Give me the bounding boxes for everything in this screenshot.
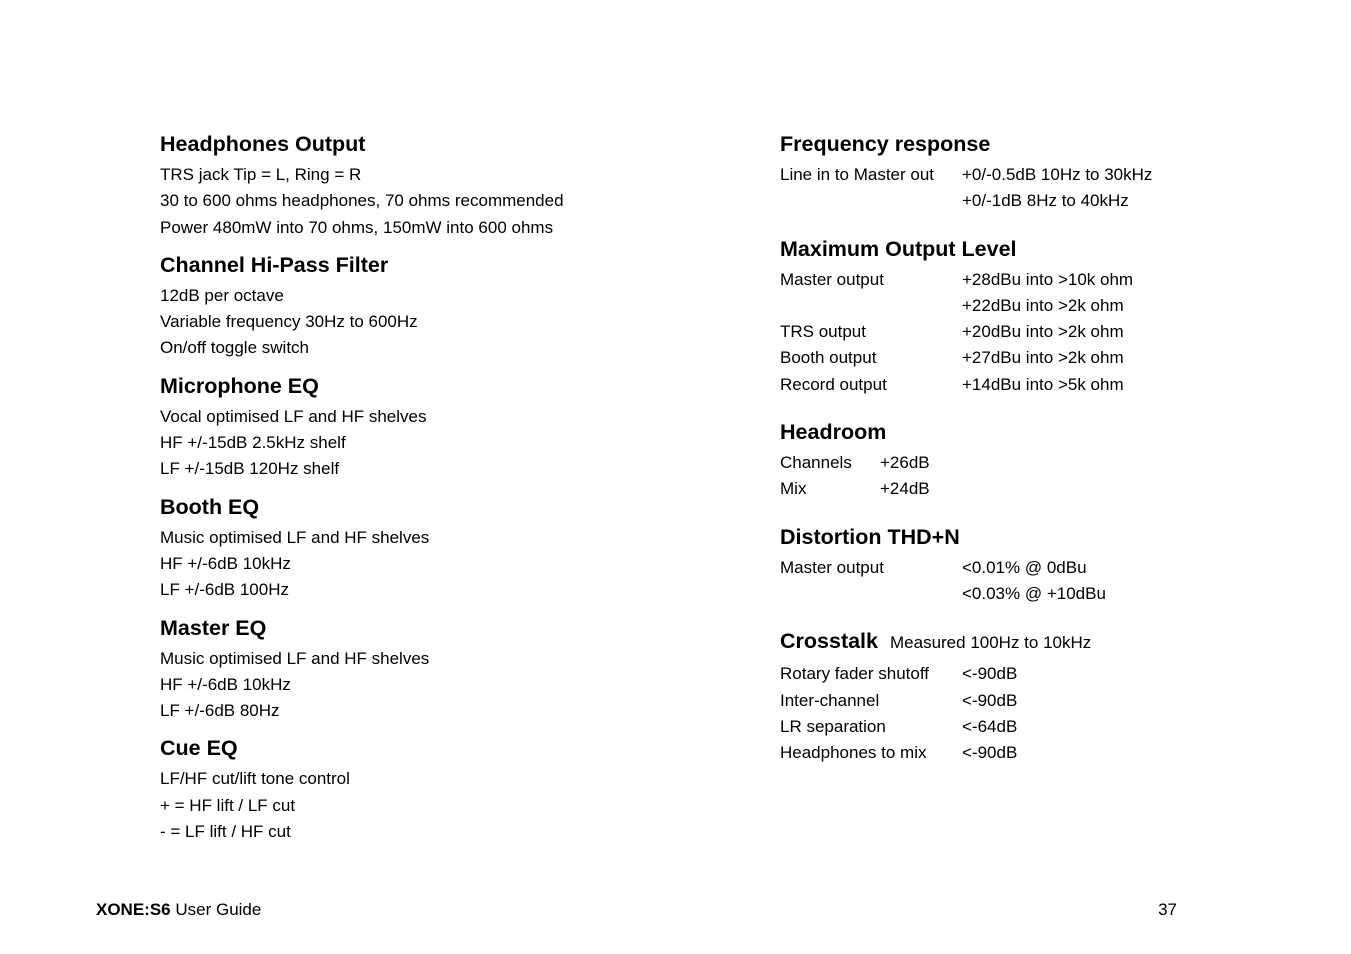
spec-value: <-90dB — [962, 664, 1018, 684]
section-heading: Distortion THD+N — [780, 524, 960, 549]
spec-label: Master output — [780, 557, 884, 577]
spec-line: On/off toggle switch — [160, 338, 309, 358]
spec-section-booth-eq — [160, 493, 720, 604]
spec-label: LR separation — [780, 716, 886, 736]
spec-row — [780, 581, 1300, 607]
spec-row — [780, 319, 1300, 345]
spec-value: <-90dB — [962, 690, 1018, 710]
spec-value: <-90dB — [962, 743, 1018, 763]
spec-row — [780, 476, 1300, 502]
spec-row — [780, 450, 1300, 476]
section-heading: Headroom — [780, 420, 887, 445]
spec-section-frequency-response — [780, 130, 1300, 215]
spec-line: LF +/-15dB 120Hz shelf — [160, 459, 340, 479]
spec-row — [780, 345, 1300, 371]
spec-section-headroom — [780, 418, 1300, 503]
section-heading: Microphone EQ — [160, 373, 319, 398]
spec-row — [780, 555, 1300, 581]
spec-line: LF +/-6dB 100Hz — [160, 580, 289, 600]
spec-row — [780, 688, 1300, 714]
spec-line: HF +/-6dB 10kHz — [160, 674, 291, 694]
section-heading: Booth EQ — [160, 494, 260, 519]
spec-label: TRS output — [780, 322, 866, 342]
spec-label: Mix — [780, 479, 807, 499]
section-heading: Maximum Output Level — [780, 236, 1017, 261]
section-heading: Master EQ — [160, 615, 267, 640]
section-heading — [780, 627, 1300, 657]
section-heading: Frequency response — [780, 132, 991, 156]
spec-value: +22dBu into >2k ohm — [962, 295, 1124, 315]
section-heading: Cue EQ — [160, 736, 238, 761]
footer-guide-title — [96, 898, 261, 922]
spec-line: LF +/-6dB 80Hz — [160, 701, 280, 721]
spec-label: Channels — [780, 453, 852, 473]
spec-value: +20dBu into >2k ohm — [962, 322, 1124, 342]
spec-label — [780, 188, 962, 214]
spec-label: Record output — [780, 374, 887, 394]
footer-brand: XONE:S6 — [96, 900, 171, 919]
spec-row — [780, 188, 1300, 214]
spec-value: <-64dB — [962, 716, 1018, 736]
spec-label: Inter-channel — [780, 690, 880, 710]
crosstalk-note: Measured 100Hz to 10kHz — [890, 633, 1092, 653]
right-column — [780, 130, 1300, 786]
spec-section-headphones-output — [160, 130, 720, 241]
spec-value: +0/-1dB 8Hz to 40kHz — [962, 191, 1129, 211]
page-number: 37 — [1158, 900, 1177, 919]
spec-line: 12dB per octave — [160, 285, 284, 305]
spec-section-distortion — [780, 523, 1300, 608]
spec-line: - = LF lift / HF cut — [160, 822, 291, 842]
section-heading: Channel Hi-Pass Filter — [160, 252, 389, 277]
spec-label: Line in to Master out — [780, 165, 935, 184]
spec-label — [780, 581, 962, 607]
spec-value: +24dB — [880, 479, 930, 499]
spec-line: 30 to 600 ohms headphones, 70 ohms recommended — [160, 191, 564, 211]
spec-label: Rotary fader shutoff — [780, 664, 929, 684]
spec-value: <0.01% @ 0dBu — [962, 557, 1087, 577]
spec-section-max-output-level — [780, 235, 1300, 398]
spec-line: HF +/-6dB 10kHz — [160, 553, 291, 573]
spec-label — [780, 293, 962, 319]
footer-title: User Guide — [170, 900, 262, 919]
spec-section-microphone-eq — [160, 372, 720, 483]
spec-line: Variable frequency 30Hz to 600Hz — [160, 312, 418, 332]
spec-value: <0.03% @ +10dBu — [962, 583, 1106, 603]
spec-value: +14dBu into >5k ohm — [962, 374, 1124, 394]
section-heading: Headphones Output — [160, 132, 366, 156]
spec-line: Music optimised LF and HF shelves — [160, 648, 430, 668]
spec-row — [780, 293, 1300, 319]
spec-section-channel-hipass — [160, 251, 720, 362]
spec-section-crosstalk — [780, 627, 1300, 766]
crosstalk-heading-text: Crosstalk — [780, 629, 878, 654]
spec-value: +27dBu into >2k ohm — [962, 348, 1124, 368]
spec-section-cue-eq — [160, 734, 720, 845]
spec-line: Vocal optimised LF and HF shelves — [160, 406, 427, 426]
spec-line: Music optimised LF and HF shelves — [160, 527, 430, 547]
spec-row — [780, 661, 1300, 687]
spec-line: + = HF lift / LF cut — [160, 795, 296, 815]
left-column — [160, 130, 720, 855]
spec-line: HF +/-15dB 2.5kHz shelf — [160, 433, 346, 453]
spec-line: TRS jack Tip = L, Ring = R — [160, 165, 362, 184]
spec-line: Power 480mW into 70 ohms, 150mW into 600 ohms — [160, 217, 554, 237]
spec-label: Master output — [780, 269, 884, 289]
spec-row — [780, 714, 1300, 740]
spec-label: Headphones to mix — [780, 743, 927, 763]
spec-row — [780, 740, 1300, 766]
spec-row — [780, 372, 1300, 398]
spec-row — [780, 162, 1300, 188]
spec-value: +28dBu into >10k ohm — [962, 269, 1134, 289]
spec-value: +26dB — [880, 453, 930, 473]
spec-value: +0/-0.5dB 10Hz to 30kHz — [962, 165, 1153, 184]
spec-label: Booth output — [780, 348, 877, 368]
spec-section-master-eq — [160, 614, 720, 725]
spec-line: LF/HF cut/lift tone control — [160, 769, 350, 789]
spec-row — [780, 267, 1300, 293]
